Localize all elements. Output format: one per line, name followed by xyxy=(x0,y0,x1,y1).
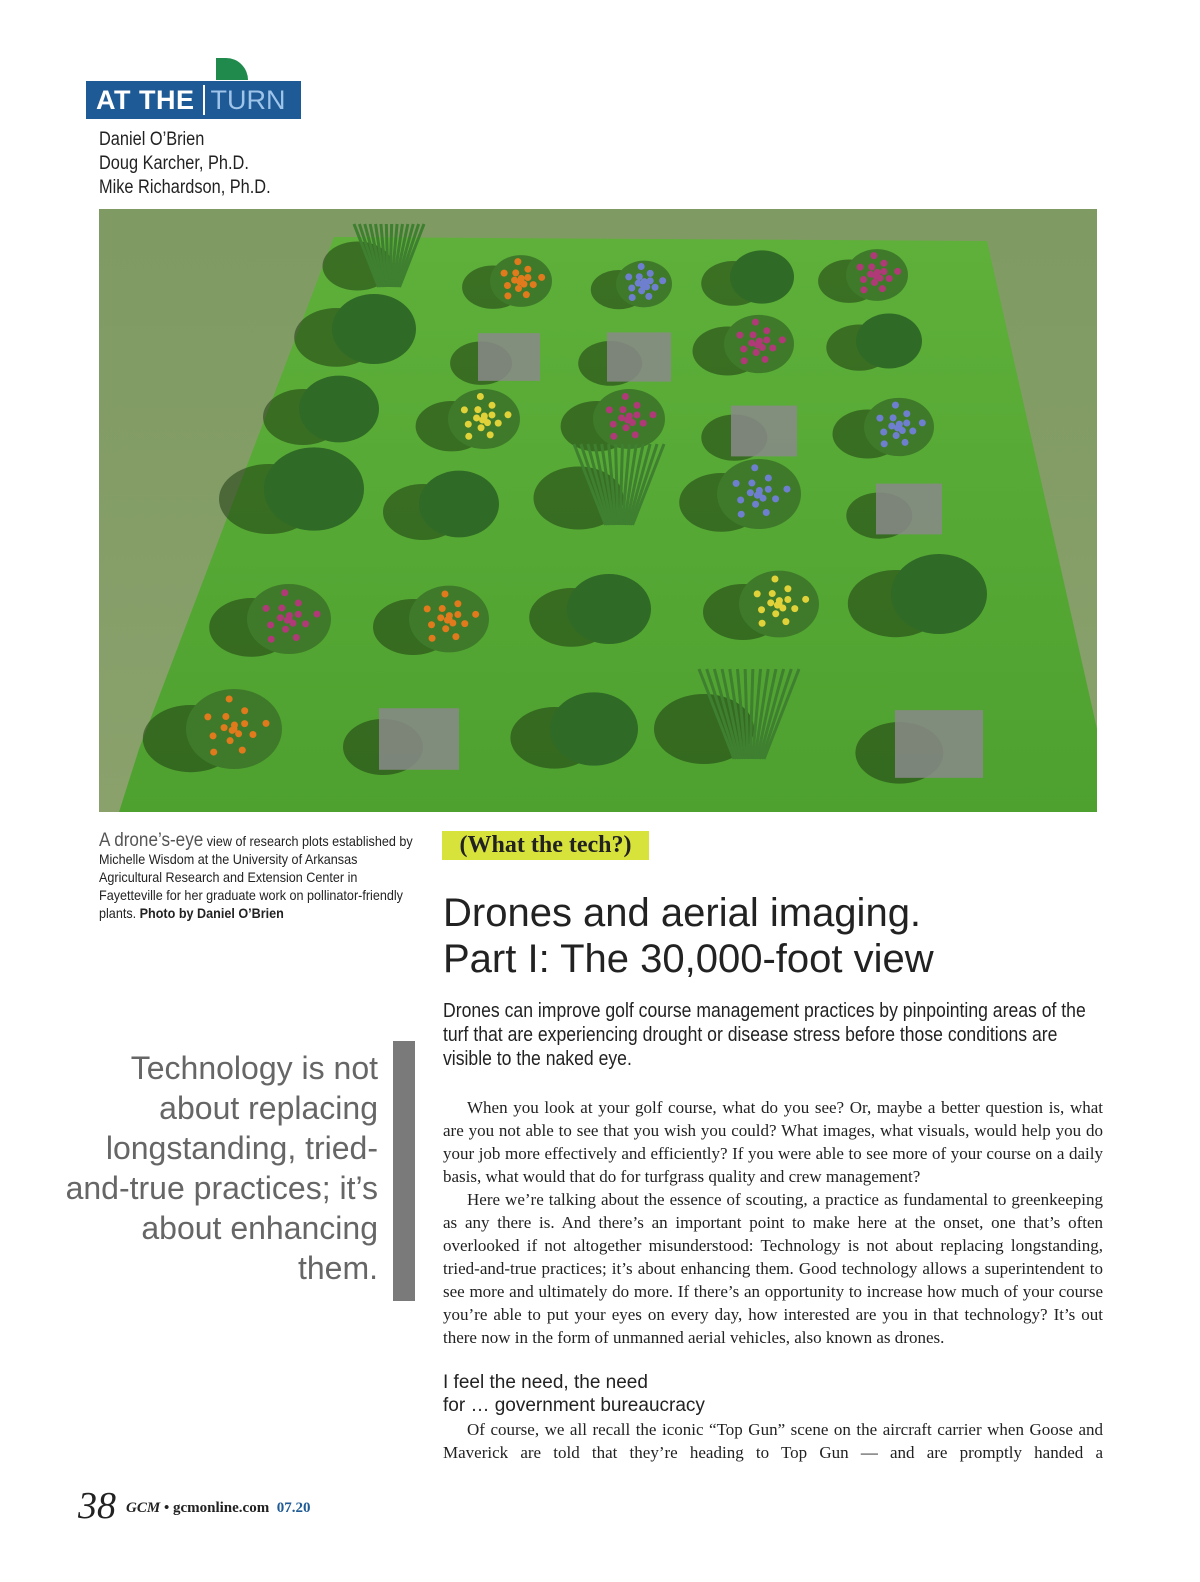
article-body xyxy=(443,1096,1103,1349)
badge-bold-text: AT THE xyxy=(96,84,195,115)
badge-light-text: TURN xyxy=(210,84,286,115)
pull-quote-bar xyxy=(393,1041,415,1301)
section-subhead xyxy=(443,1371,1103,1417)
badge-divider xyxy=(203,85,205,115)
subhead-line: I feel the need, the need xyxy=(443,1372,648,1393)
photo-caption xyxy=(99,832,419,922)
section-badge xyxy=(86,81,301,119)
caption-credit: Photo by Daniel O’Brien xyxy=(139,905,284,921)
footer-site: gcmonline.com xyxy=(172,1500,270,1516)
footer-line xyxy=(126,1500,310,1517)
pull-quote: Technology is not about replacing longstanding, tried-and-true practices; it’s about enhancing them. xyxy=(65,1050,378,1286)
author-name: Mike Richardson, Ph.D. xyxy=(99,177,271,198)
aerial-photo xyxy=(99,209,1097,812)
footer-bullet: • xyxy=(160,1500,173,1516)
headline-line: Part I: The 30,000-foot view xyxy=(443,937,934,981)
footer-issue: 07.20 xyxy=(276,1500,311,1516)
caption-lead: A drone’s-eye xyxy=(99,830,204,851)
column-tag: (What the tech?) xyxy=(442,831,649,860)
author-list xyxy=(99,128,271,200)
subhead-line: for … government bureaucracy xyxy=(443,1395,705,1416)
page-number: 38 xyxy=(78,1485,116,1527)
body-paragraph: Here we’re talking about the essence of scouting, a practice as fundamental to greenkeeping as any there is. And there’s an important point to make here at the onset, one that’s often overlooked if not altogether misunderstood: Technology is not about replacing longstanding, tried-and-true practices; it’s about enhancing them. Good technology allows a superintendent to see more and ultimately do more. If there’s an opportunity to increase how much of your course you’re able to put your eyes on every day, how interested are you in that technology? It’s out there now in the form of unmanned aerial vehicles, also known as drones. xyxy=(443,1190,1103,1347)
badge-leaf-icon xyxy=(216,58,248,80)
caption-text: view of research plots established by Michelle Wisdom at the University of Arkansas Agricultural Research and Extension Center in Fayetteville for her graduate work on pollinator-friendly plants. xyxy=(99,833,413,921)
article-body-continued xyxy=(443,1418,1103,1464)
headline-line: Drones and aerial imaging. xyxy=(443,891,922,935)
article-headline xyxy=(443,890,1143,982)
article-deck: Drones can improve golf course management practices by pinpointing areas of the turf that are experiencing drought or disease stress before those conditions are visible to the naked eye. xyxy=(443,1000,1086,1070)
author-name: Doug Karcher, Ph.D. xyxy=(99,153,249,174)
body-paragraph: When you look at your golf course, what do you see? Or, maybe a better question is, what are you not able to see that you wish you could? What images, what visuals, would help you do your job more effectively and efficiently? If you were able to see more of your course on a daily basis, what would that do for turfgrass quality and crew management? xyxy=(443,1098,1103,1186)
footer-publication: GCM xyxy=(126,1500,161,1516)
body-paragraph: Of course, we all recall the iconic “Top Gun” scene on the aircraft carrier when Goose and Maverick are told that they’re heading to Top Gun — and are promptly handed a xyxy=(443,1420,1103,1462)
aerial-photo-image xyxy=(99,209,1097,812)
author-name: Daniel O’Brien xyxy=(99,129,205,150)
